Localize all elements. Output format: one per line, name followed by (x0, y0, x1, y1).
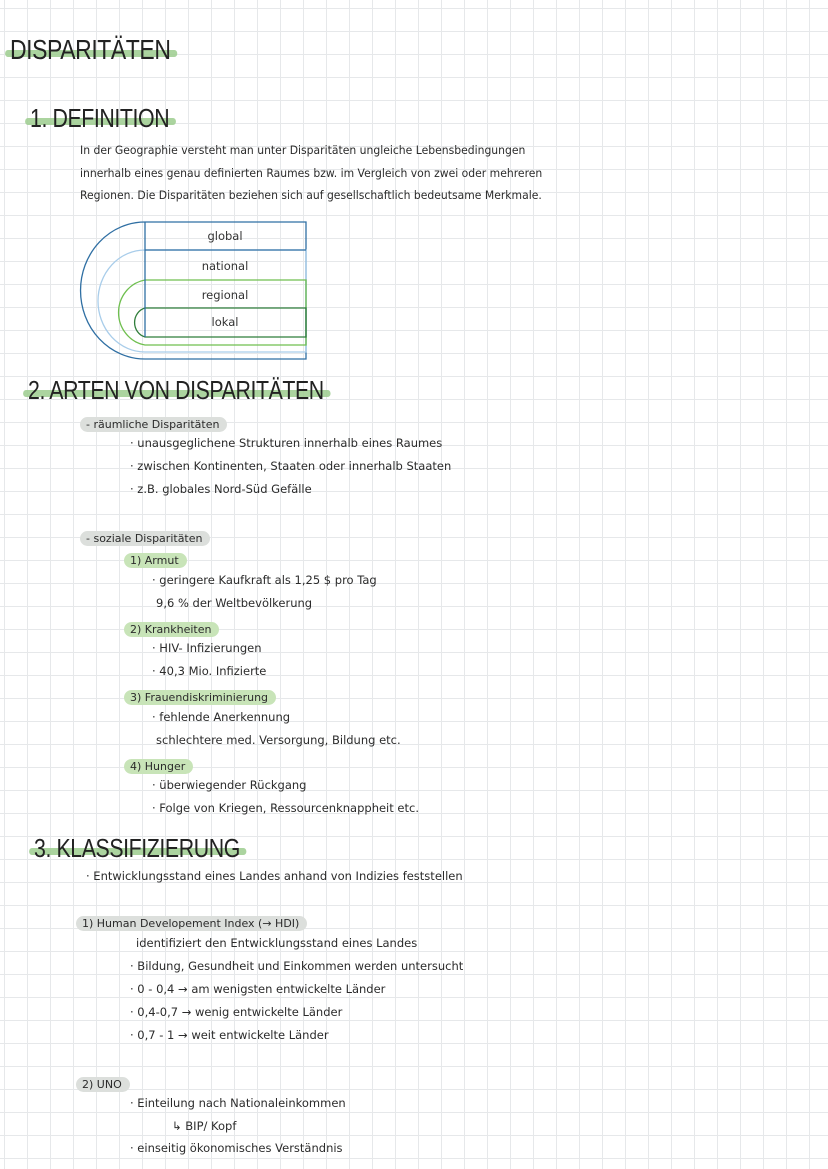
section-2-heading-wrapper (28, 375, 389, 406)
social-disparities-label-wrapper (80, 527, 210, 546)
social-point: · geringere Kaufkraft als 1,25 $ pro Tag (152, 573, 377, 587)
social-group-title: 4) Hunger (124, 759, 193, 774)
spatial-point: · z.B. globales Nord-Süd Gefälle (130, 482, 312, 496)
hdi-point: · Bildung, Gesundheit und Einkommen werden untersucht (130, 959, 464, 973)
section-3-heading-wrapper (34, 833, 285, 864)
social-point: 9,6 % der Weltbevölkerung (156, 596, 313, 610)
social-point: · HIV- Infizierungen (152, 641, 262, 655)
uno-point: ↳ BIP/ Kopf (172, 1119, 237, 1133)
social-point: · fehlende Anerkennung (152, 710, 291, 724)
uno-label: 2) UNO (76, 1077, 130, 1092)
social-point: · Folge von Kriegen, Ressourcenknappheit etc. (152, 801, 419, 815)
section-1-heading-wrapper (30, 103, 200, 134)
uno-point: · Einteilung nach Nationaleinkommen (130, 1096, 346, 1110)
social-point: · 40,3 Mio. Infizierte (152, 664, 267, 678)
definition-paragraph (80, 139, 542, 207)
level-label-regional: regional (201, 288, 249, 302)
social-point: schlechtere med. Versorgung, Bildung etc. (156, 733, 401, 747)
page-title-wrapper (10, 34, 206, 66)
social-group-title-wrapper (124, 686, 276, 705)
uno-point: · einseitig ökonomisches Verständnis (130, 1141, 343, 1155)
level-label-national: national (201, 259, 249, 273)
social-group-title: 3) Frauendiskriminierung (124, 690, 276, 705)
hdi-point: identifiziert den Entwicklungsstand eines Landes (136, 936, 418, 950)
section-2-heading: 2. ARTEN VON DISPARITÄTEN (28, 375, 324, 405)
section-3-heading: 3. KLASSIFIZIERUNG (34, 833, 240, 863)
spatial-disparities-label-wrapper (80, 413, 227, 432)
uno-label-wrapper (76, 1073, 130, 1092)
hdi-point: · 0 - 0,4 → am wenigsten entwickelte Länder (130, 982, 386, 996)
spatial-levels-diagram (78, 218, 310, 360)
social-group-title: 2) Krankheiten (124, 622, 219, 637)
hdi-point: · 0,4-0,7 → wenig entwickelte Länder (130, 1005, 343, 1019)
definition-line: In der Geographie versteht man unter Disparitäten ungleiche Lebensbedingungen (80, 143, 526, 157)
spatial-disparities-label: - räumliche Disparitäten (80, 417, 227, 432)
hdi-label-wrapper (76, 912, 307, 931)
hdi-label: 1) Human Developement Index (→ HDI) (76, 916, 307, 931)
social-group-title-wrapper (124, 618, 219, 637)
level-label-lokal: lokal (211, 315, 239, 329)
level-label-global: global (207, 229, 243, 243)
social-group-title-wrapper (124, 755, 193, 774)
classification-intro: · Entwicklungsstand eines Landes anhand von Indizies feststellen (86, 869, 463, 883)
section-1-heading: 1. DEFINITION (30, 103, 170, 133)
hdi-point: · 0,7 - 1 → weit entwickelte Länder (130, 1028, 329, 1042)
social-point: · überwiegender Rückgang (152, 778, 307, 792)
spatial-point: · unausgeglichene Strukturen innerhalb eines Raumes (130, 436, 443, 450)
level-global-arc (81, 222, 306, 359)
page-title: DISPARITÄTEN (10, 34, 171, 65)
definition-line: innerhalb eines genau definierten Raumes bzw. im Vergleich von zwei oder mehreren (80, 165, 543, 180)
social-group-title: 1) Armut (124, 553, 187, 568)
definition-line: Regionen. Die Disparitäten beziehen sich auf gesellschaftlich bedeutsame Merkmale. (80, 188, 542, 202)
spatial-point: · zwischen Kontinenten, Staaten oder innerhalb Staaten (130, 459, 452, 473)
social-group-title-wrapper (124, 549, 187, 568)
social-disparities-label: - soziale Disparitäten (80, 531, 210, 546)
